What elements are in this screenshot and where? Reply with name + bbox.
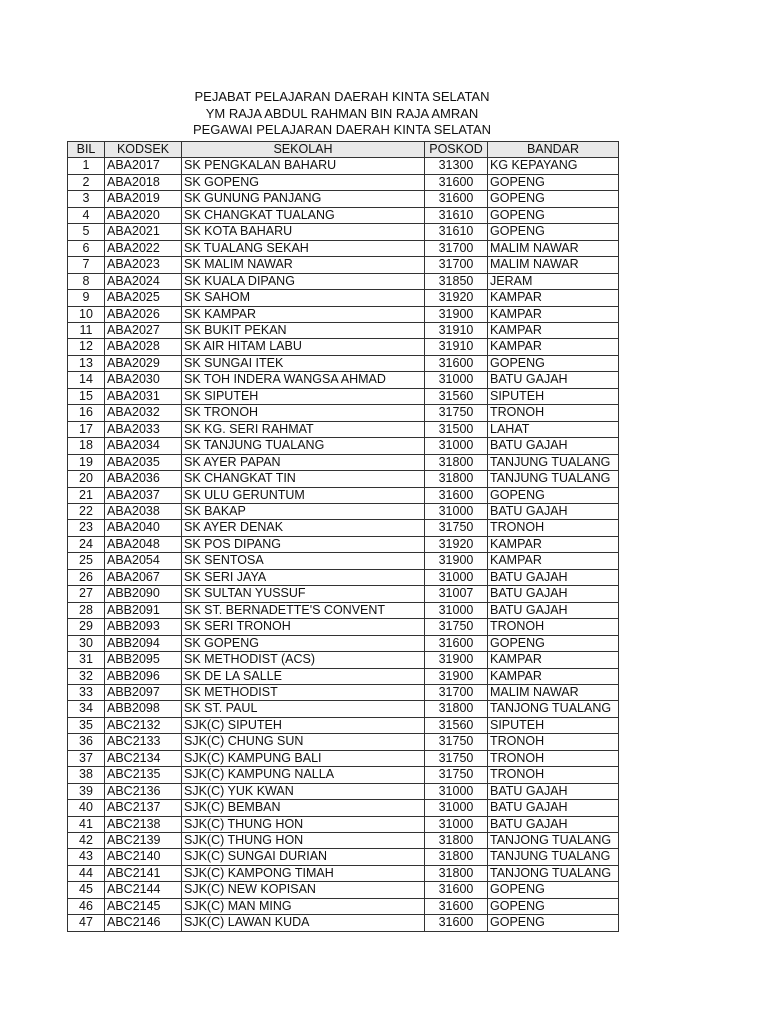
cell-kodsek: ABC2136 — [105, 783, 182, 799]
cell-bandar: KAMPAR — [488, 553, 619, 569]
cell-sekolah: SJK(C) CHUNG SUN — [182, 734, 425, 750]
cell-poskod: 31000 — [425, 503, 488, 519]
cell-bandar: TRONOH — [488, 767, 619, 783]
document-header — [0, 89, 684, 139]
cell-kodsek: ABC2133 — [105, 734, 182, 750]
cell-sekolah: SJK(C) MAN MING — [182, 898, 425, 914]
cell-bil: 8 — [68, 273, 105, 289]
table-row — [68, 438, 619, 454]
table-row — [68, 816, 619, 832]
table-body — [68, 158, 619, 931]
cell-poskod: 31920 — [425, 536, 488, 552]
cell-kodsek: ABC2141 — [105, 865, 182, 881]
table-row — [68, 898, 619, 914]
cell-kodsek: ABA2020 — [105, 207, 182, 223]
table-row — [68, 421, 619, 437]
cell-bil: 45 — [68, 882, 105, 898]
cell-bandar: SIPUTEH — [488, 388, 619, 404]
cell-bandar: TANJUNG TUALANG — [488, 471, 619, 487]
cell-bil: 40 — [68, 800, 105, 816]
table-row — [68, 619, 619, 635]
cell-bandar: GOPENG — [488, 915, 619, 931]
header-officer-title: PEGAWAI PELAJARAN DAERAH KINTA SELATAN — [192, 122, 492, 137]
cell-bandar: KAMPAR — [488, 339, 619, 355]
cell-bil: 2 — [68, 174, 105, 190]
column-header-bil: BIL — [68, 142, 105, 158]
cell-sekolah: SJK(C) SIPUTEH — [182, 717, 425, 733]
cell-sekolah: SK METHODIST (ACS) — [182, 652, 425, 668]
cell-bil: 25 — [68, 553, 105, 569]
cell-sekolah: SK BAKAP — [182, 503, 425, 519]
cell-kodsek: ABA2033 — [105, 421, 182, 437]
cell-kodsek: ABA2030 — [105, 372, 182, 388]
cell-sekolah: SK ST. PAUL — [182, 701, 425, 717]
cell-bil: 20 — [68, 471, 105, 487]
cell-poskod: 31600 — [425, 635, 488, 651]
cell-poskod: 31560 — [425, 717, 488, 733]
table-row — [68, 701, 619, 717]
cell-sekolah: SJK(C) NEW KOPISAN — [182, 882, 425, 898]
cell-bil: 12 — [68, 339, 105, 355]
cell-bandar: SIPUTEH — [488, 717, 619, 733]
cell-bil: 17 — [68, 421, 105, 437]
cell-bandar: MALIM NAWAR — [488, 240, 619, 256]
table-row — [68, 322, 619, 338]
cell-bil: 34 — [68, 701, 105, 717]
column-header-bandar: BANDAR — [488, 142, 619, 158]
cell-bil: 46 — [68, 898, 105, 914]
cell-bandar: GOPENG — [488, 898, 619, 914]
cell-kodsek: ABA2029 — [105, 355, 182, 371]
table-row — [68, 471, 619, 487]
cell-poskod: 31800 — [425, 701, 488, 717]
cell-bil: 9 — [68, 290, 105, 306]
cell-bandar: GOPENG — [488, 635, 619, 651]
cell-bandar: TRONOH — [488, 405, 619, 421]
cell-kodsek: ABA2040 — [105, 520, 182, 536]
cell-kodsek: ABC2145 — [105, 898, 182, 914]
cell-kodsek: ABA2021 — [105, 224, 182, 240]
cell-bil: 10 — [68, 306, 105, 322]
cell-kodsek: ABA2018 — [105, 174, 182, 190]
cell-bil: 15 — [68, 388, 105, 404]
cell-kodsek: ABC2139 — [105, 833, 182, 849]
cell-sekolah: SJK(C) THUNG HON — [182, 816, 425, 832]
cell-kodsek: ABA2026 — [105, 306, 182, 322]
cell-sekolah: SK METHODIST — [182, 684, 425, 700]
cell-bandar: BATU GAJAH — [488, 503, 619, 519]
cell-bil: 29 — [68, 619, 105, 635]
cell-sekolah: SK MALIM NAWAR — [182, 257, 425, 273]
cell-kodsek: ABA2034 — [105, 438, 182, 454]
table-row — [68, 586, 619, 602]
cell-bandar: TANJUNG TUALANG — [488, 849, 619, 865]
cell-bandar: KAMPAR — [488, 322, 619, 338]
cell-bil: 39 — [68, 783, 105, 799]
cell-bandar: KAMPAR — [488, 290, 619, 306]
cell-bandar: KAMPAR — [488, 306, 619, 322]
table-row — [68, 240, 619, 256]
cell-bandar: GOPENG — [488, 174, 619, 190]
cell-bandar: BATU GAJAH — [488, 569, 619, 585]
cell-bandar: GOPENG — [488, 355, 619, 371]
table-row — [68, 207, 619, 223]
cell-kodsek: ABB2098 — [105, 701, 182, 717]
cell-kodsek: ABB2095 — [105, 652, 182, 668]
cell-poskod: 31560 — [425, 388, 488, 404]
cell-sekolah: SK GUNUNG PANJANG — [182, 191, 425, 207]
cell-bandar: LAHAT — [488, 421, 619, 437]
school-list-table — [67, 141, 619, 932]
table-row — [68, 652, 619, 668]
table-row — [68, 520, 619, 536]
header-officer-name: YM RAJA ABDUL RAHMAN BIN RAJA AMRAN — [205, 105, 479, 121]
table-row — [68, 158, 619, 174]
cell-bil: 14 — [68, 372, 105, 388]
cell-kodsek: ABC2134 — [105, 750, 182, 766]
cell-kodsek: ABA2025 — [105, 290, 182, 306]
cell-sekolah: SK DE LA SALLE — [182, 668, 425, 684]
cell-bil: 31 — [68, 652, 105, 668]
cell-bandar: TRONOH — [488, 619, 619, 635]
cell-bandar: BATU GAJAH — [488, 372, 619, 388]
cell-bandar: KG KEPAYANG — [488, 158, 619, 174]
table-row — [68, 339, 619, 355]
cell-bandar: BATU GAJAH — [488, 602, 619, 618]
cell-kodsek: ABA2054 — [105, 553, 182, 569]
cell-bandar: BATU GAJAH — [488, 816, 619, 832]
cell-sekolah: SK KAMPAR — [182, 306, 425, 322]
cell-bil: 19 — [68, 454, 105, 470]
cell-sekolah: SK SERI JAYA — [182, 569, 425, 585]
table-row — [68, 355, 619, 371]
cell-kodsek: ABB2097 — [105, 684, 182, 700]
cell-bandar: GOPENG — [488, 487, 619, 503]
cell-kodsek: ABA2035 — [105, 454, 182, 470]
table-row — [68, 800, 619, 816]
cell-kodsek: ABC2138 — [105, 816, 182, 832]
cell-poskod: 31007 — [425, 586, 488, 602]
cell-poskod: 31600 — [425, 915, 488, 931]
cell-bandar: TANJONG TUALANG — [488, 701, 619, 717]
cell-kodsek: ABC2146 — [105, 915, 182, 931]
cell-poskod: 31700 — [425, 684, 488, 700]
cell-sekolah: SK CHANGKAT TUALANG — [182, 207, 425, 223]
cell-bandar: MALIM NAWAR — [488, 257, 619, 273]
column-header-poskod: POSKOD — [425, 142, 488, 158]
cell-sekolah: SJK(C) SUNGAI DURIAN — [182, 849, 425, 865]
cell-bandar: TANJUNG TUALANG — [488, 454, 619, 470]
cell-poskod: 31610 — [425, 207, 488, 223]
cell-kodsek: ABB2093 — [105, 619, 182, 635]
cell-kodsek: ABB2091 — [105, 602, 182, 618]
cell-bil: 6 — [68, 240, 105, 256]
cell-poskod: 31600 — [425, 882, 488, 898]
cell-sekolah: SJK(C) YUK KWAN — [182, 783, 425, 799]
cell-bil: 38 — [68, 767, 105, 783]
cell-bil: 28 — [68, 602, 105, 618]
cell-sekolah: SJK(C) LAWAN KUDA — [182, 915, 425, 931]
cell-poskod: 31900 — [425, 652, 488, 668]
cell-poskod: 31750 — [425, 750, 488, 766]
cell-sekolah: SK GOPENG — [182, 174, 425, 190]
cell-bil: 21 — [68, 487, 105, 503]
cell-kodsek: ABC2144 — [105, 882, 182, 898]
cell-poskod: 31850 — [425, 273, 488, 289]
cell-bandar: TRONOH — [488, 750, 619, 766]
cell-sekolah: SJK(C) KAMPUNG BALI — [182, 750, 425, 766]
table-row — [68, 767, 619, 783]
column-header-sekolah: SEKOLAH — [182, 142, 425, 158]
table-row — [68, 915, 619, 931]
cell-sekolah: SK KUALA DIPANG — [182, 273, 425, 289]
cell-sekolah: SK SENTOSA — [182, 553, 425, 569]
table-row — [68, 191, 619, 207]
cell-poskod: 31600 — [425, 487, 488, 503]
cell-bandar: BATU GAJAH — [488, 800, 619, 816]
cell-poskod: 31800 — [425, 833, 488, 849]
cell-bil: 24 — [68, 536, 105, 552]
table-row — [68, 882, 619, 898]
table-row — [68, 750, 619, 766]
cell-sekolah: SK SULTAN YUSSUF — [182, 586, 425, 602]
cell-bandar: BATU GAJAH — [488, 438, 619, 454]
cell-bil: 16 — [68, 405, 105, 421]
cell-poskod: 31000 — [425, 800, 488, 816]
cell-bandar: TRONOH — [488, 734, 619, 750]
cell-sekolah: SK SUNGAI ITEK — [182, 355, 425, 371]
cell-poskod: 31750 — [425, 767, 488, 783]
cell-poskod: 31910 — [425, 339, 488, 355]
cell-sekolah: SJK(C) THUNG HON — [182, 833, 425, 849]
cell-bil: 41 — [68, 816, 105, 832]
cell-poskod: 31800 — [425, 454, 488, 470]
cell-bil: 27 — [68, 586, 105, 602]
cell-poskod: 31700 — [425, 240, 488, 256]
cell-sekolah: SJK(C) BEMBAN — [182, 800, 425, 816]
cell-sekolah: SK SERI TRONOH — [182, 619, 425, 635]
cell-poskod: 31000 — [425, 602, 488, 618]
cell-poskod: 31750 — [425, 734, 488, 750]
cell-poskod: 31600 — [425, 191, 488, 207]
cell-kodsek: ABB2090 — [105, 586, 182, 602]
cell-poskod: 31900 — [425, 668, 488, 684]
table-header — [68, 142, 619, 158]
table-row — [68, 487, 619, 503]
cell-poskod: 31000 — [425, 438, 488, 454]
cell-sekolah: SJK(C) KAMPUNG NALLA — [182, 767, 425, 783]
table-row — [68, 454, 619, 470]
table-row — [68, 273, 619, 289]
table-row — [68, 865, 619, 881]
cell-kodsek: ABA2017 — [105, 158, 182, 174]
table-row — [68, 684, 619, 700]
cell-bil: 44 — [68, 865, 105, 881]
cell-bandar: GOPENG — [488, 224, 619, 240]
table-row — [68, 602, 619, 618]
cell-kodsek: ABB2094 — [105, 635, 182, 651]
table-row — [68, 635, 619, 651]
cell-kodsek: ABC2135 — [105, 767, 182, 783]
cell-bil: 36 — [68, 734, 105, 750]
cell-sekolah: SK TRONOH — [182, 405, 425, 421]
cell-poskod: 31000 — [425, 569, 488, 585]
cell-sekolah: SK TOH INDERA WANGSA AHMAD — [182, 372, 425, 388]
table-row — [68, 174, 619, 190]
cell-sekolah: SK ST. BERNADETTE'S CONVENT — [182, 602, 425, 618]
cell-poskod: 31910 — [425, 322, 488, 338]
cell-kodsek: ABC2140 — [105, 849, 182, 865]
cell-poskod: 31000 — [425, 783, 488, 799]
table-row — [68, 536, 619, 552]
cell-bandar: KAMPAR — [488, 536, 619, 552]
table-row — [68, 224, 619, 240]
cell-sekolah: SK KOTA BAHARU — [182, 224, 425, 240]
cell-kodsek: ABA2022 — [105, 240, 182, 256]
cell-poskod: 31300 — [425, 158, 488, 174]
table-row — [68, 553, 619, 569]
cell-kodsek: ABA2032 — [105, 405, 182, 421]
table-row — [68, 306, 619, 322]
table-row — [68, 783, 619, 799]
cell-bil: 22 — [68, 503, 105, 519]
cell-bandar: GOPENG — [488, 191, 619, 207]
table-row — [68, 388, 619, 404]
cell-poskod: 31700 — [425, 257, 488, 273]
table-row — [68, 372, 619, 388]
cell-kodsek: ABA2027 — [105, 322, 182, 338]
cell-sekolah: SK POS DIPANG — [182, 536, 425, 552]
cell-kodsek: ABA2024 — [105, 273, 182, 289]
cell-kodsek: ABC2137 — [105, 800, 182, 816]
table-row — [68, 290, 619, 306]
cell-poskod: 31800 — [425, 865, 488, 881]
cell-poskod: 31750 — [425, 619, 488, 635]
cell-sekolah: SK PENGKALAN BAHARU — [182, 158, 425, 174]
cell-kodsek: ABA2037 — [105, 487, 182, 503]
cell-bil: 18 — [68, 438, 105, 454]
cell-poskod: 31800 — [425, 471, 488, 487]
cell-kodsek: ABA2019 — [105, 191, 182, 207]
cell-poskod: 31000 — [425, 816, 488, 832]
cell-kodsek: ABA2031 — [105, 388, 182, 404]
cell-bandar: MALIM NAWAR — [488, 684, 619, 700]
cell-poskod: 31600 — [425, 174, 488, 190]
cell-bil: 23 — [68, 520, 105, 536]
cell-bil: 26 — [68, 569, 105, 585]
cell-bandar: KAMPAR — [488, 652, 619, 668]
cell-bil: 42 — [68, 833, 105, 849]
cell-bandar: GOPENG — [488, 882, 619, 898]
cell-kodsek: ABA2036 — [105, 471, 182, 487]
cell-kodsek: ABA2067 — [105, 569, 182, 585]
cell-poskod: 31920 — [425, 290, 488, 306]
cell-bil: 13 — [68, 355, 105, 371]
cell-sekolah: SK AYER DENAK — [182, 520, 425, 536]
cell-sekolah: SK KG. SERI RAHMAT — [182, 421, 425, 437]
cell-bil: 37 — [68, 750, 105, 766]
cell-poskod: 31750 — [425, 405, 488, 421]
cell-bil: 35 — [68, 717, 105, 733]
cell-bil: 32 — [68, 668, 105, 684]
cell-kodsek: ABA2038 — [105, 503, 182, 519]
header-office-name: PEJABAT PELAJARAN DAERAH KINTA SELATAN — [194, 89, 490, 104]
cell-bandar: KAMPAR — [488, 668, 619, 684]
cell-poskod: 31500 — [425, 421, 488, 437]
cell-bil: 3 — [68, 191, 105, 207]
cell-sekolah: SJK(C) KAMPONG TIMAH — [182, 865, 425, 881]
cell-poskod: 31750 — [425, 520, 488, 536]
cell-bandar: BATU GAJAH — [488, 783, 619, 799]
table-row — [68, 569, 619, 585]
table-row — [68, 257, 619, 273]
table-row — [68, 833, 619, 849]
cell-poskod: 31900 — [425, 306, 488, 322]
cell-bil: 11 — [68, 322, 105, 338]
cell-bil: 43 — [68, 849, 105, 865]
cell-bil: 7 — [68, 257, 105, 273]
table-row — [68, 849, 619, 865]
cell-sekolah: SK TUALANG SEKAH — [182, 240, 425, 256]
cell-sekolah: SK BUKIT PEKAN — [182, 322, 425, 338]
cell-sekolah: SK CHANGKAT TIN — [182, 471, 425, 487]
cell-bandar: BATU GAJAH — [488, 586, 619, 602]
cell-sekolah: SK SIPUTEH — [182, 388, 425, 404]
cell-poskod: 31800 — [425, 849, 488, 865]
cell-kodsek: ABA2028 — [105, 339, 182, 355]
cell-bil: 5 — [68, 224, 105, 240]
cell-kodsek: ABA2023 — [105, 257, 182, 273]
table-row — [68, 668, 619, 684]
cell-sekolah: SK AYER PAPAN — [182, 454, 425, 470]
table-header-row — [68, 142, 619, 158]
table-row — [68, 503, 619, 519]
cell-bandar: GOPENG — [488, 207, 619, 223]
cell-poskod: 31900 — [425, 553, 488, 569]
cell-kodsek: ABB2096 — [105, 668, 182, 684]
cell-poskod: 31000 — [425, 372, 488, 388]
cell-sekolah: SK GOPENG — [182, 635, 425, 651]
cell-bandar: TRONOH — [488, 520, 619, 536]
cell-bil: 47 — [68, 915, 105, 931]
cell-poskod: 31610 — [425, 224, 488, 240]
cell-kodsek: ABC2132 — [105, 717, 182, 733]
table-row — [68, 405, 619, 421]
cell-poskod: 31600 — [425, 898, 488, 914]
cell-sekolah: SK AIR HITAM LABU — [182, 339, 425, 355]
cell-sekolah: SK ULU GERUNTUM — [182, 487, 425, 503]
cell-bil: 33 — [68, 684, 105, 700]
cell-bandar: JERAM — [488, 273, 619, 289]
cell-bil: 30 — [68, 635, 105, 651]
cell-bandar: TANJONG TUALANG — [488, 833, 619, 849]
table-row — [68, 734, 619, 750]
cell-sekolah: SK SAHOM — [182, 290, 425, 306]
cell-bandar: TANJONG TUALANG — [488, 865, 619, 881]
cell-bil: 1 — [68, 158, 105, 174]
cell-bil: 4 — [68, 207, 105, 223]
table-row — [68, 717, 619, 733]
cell-poskod: 31600 — [425, 355, 488, 371]
column-header-kodsek: KODSEK — [105, 142, 182, 158]
cell-sekolah: SK TANJUNG TUALANG — [182, 438, 425, 454]
cell-kodsek: ABA2048 — [105, 536, 182, 552]
